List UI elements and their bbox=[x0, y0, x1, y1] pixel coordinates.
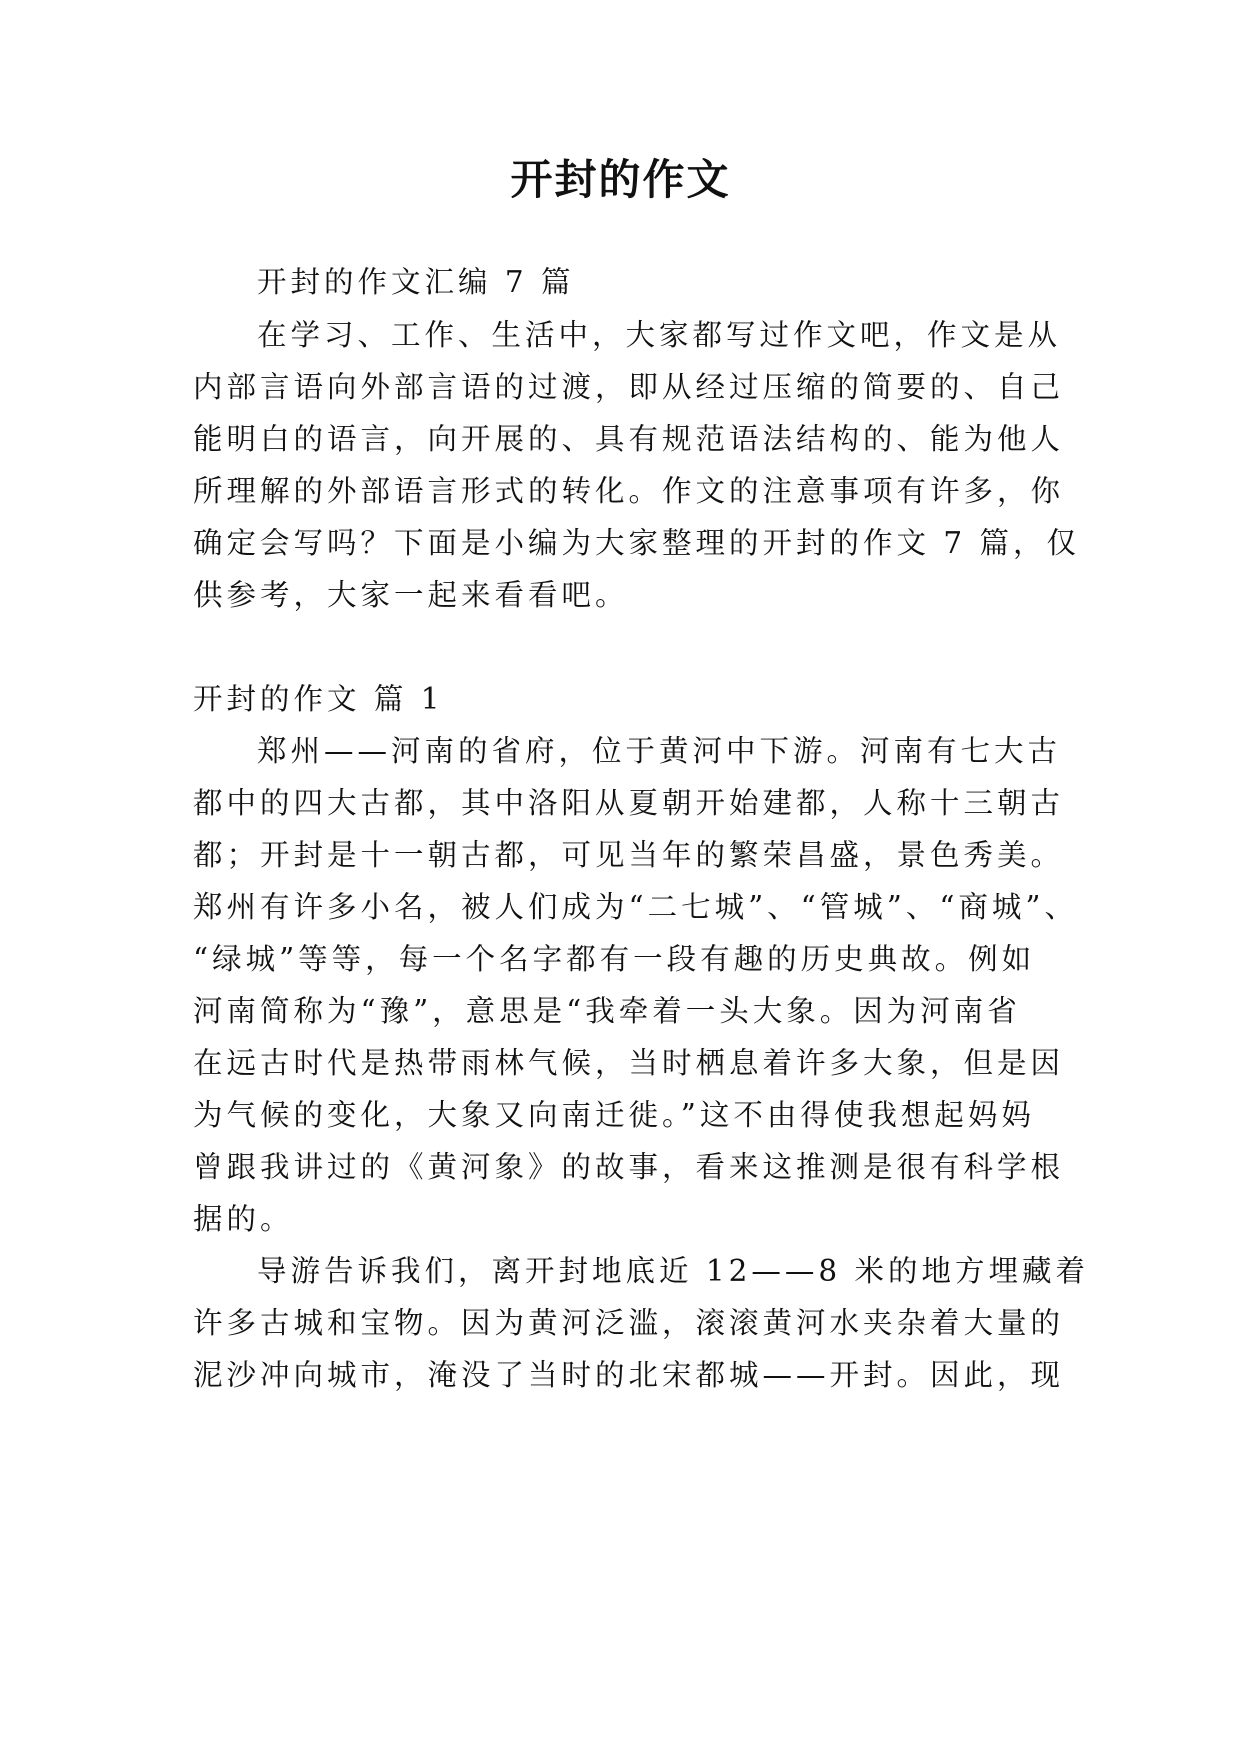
intro-line: 确定会写吗？下面是小编为大家整理的开封的作文 7 篇，仅 bbox=[193, 526, 1081, 560]
paragraph-line: 为气候的变化，大象又向南迁徙。”这不由得使我想起妈妈 bbox=[193, 1098, 1035, 1132]
paragraph-line: 据的。 bbox=[193, 1202, 294, 1236]
paragraph-line: 河南简称为“豫”，意思是“我牵着一头大象。因为河南省 bbox=[193, 994, 1021, 1028]
paragraph-line: 都；开封是十一朝古都，可见当年的繁荣昌盛，景色秀美。 bbox=[193, 838, 1065, 872]
intro-line: 能明白的语言，向开展的、具有规范语法结构的、能为他人 bbox=[193, 422, 1065, 456]
intro-line: 在学习、工作、生活中，大家都写过作文吧，作文是从 bbox=[257, 318, 1062, 352]
paragraph-line: 曾跟我讲过的《黄河象》的故事，看来这推测是很有科学根 bbox=[193, 1150, 1065, 1184]
document-title: 开封的作文 bbox=[510, 155, 731, 204]
document-subtitle: 开封的作文汇编 7 篇 bbox=[257, 265, 575, 299]
section-heading: 开封的作文 篇 1 bbox=[193, 682, 444, 716]
paragraph-line: 许多古城和宝物。因为黄河泛滥，滚滚黄河水夹杂着大量的 bbox=[193, 1306, 1065, 1340]
intro-line: 内部言语向外部言语的过渡，即从经过压缩的简要的、自己 bbox=[193, 370, 1065, 404]
paragraph-line: 郑州有许多小名，被人们成为“二七城”、“管城”、“商城”、 bbox=[193, 890, 1078, 924]
paragraph-line: 郑州——河南的省府，位于黄河中下游。河南有七大古 bbox=[257, 734, 1062, 768]
paragraph-line: “绿城”等等，每一个名字都有一段有趣的历史典故。例如 bbox=[193, 942, 1036, 976]
paragraph-line: 泥沙冲向城市，淹没了当时的北宋都城——开封。因此，现 bbox=[193, 1358, 1065, 1392]
paragraph-line: 都中的四大古都，其中洛阳从夏朝开始建都，人称十三朝古 bbox=[193, 786, 1065, 820]
paragraph-line: 导游告诉我们，离开封地底近 12——8 米的地方埋藏着 bbox=[257, 1254, 1090, 1288]
intro-line: 所理解的外部语言形式的转化。作文的注意事项有许多，你 bbox=[193, 474, 1065, 508]
paragraph-line: 在远古时代是热带雨林气候，当时栖息着许多大象，但是因 bbox=[193, 1046, 1065, 1080]
intro-line: 供参考，大家一起来看看吧。 bbox=[193, 578, 629, 612]
